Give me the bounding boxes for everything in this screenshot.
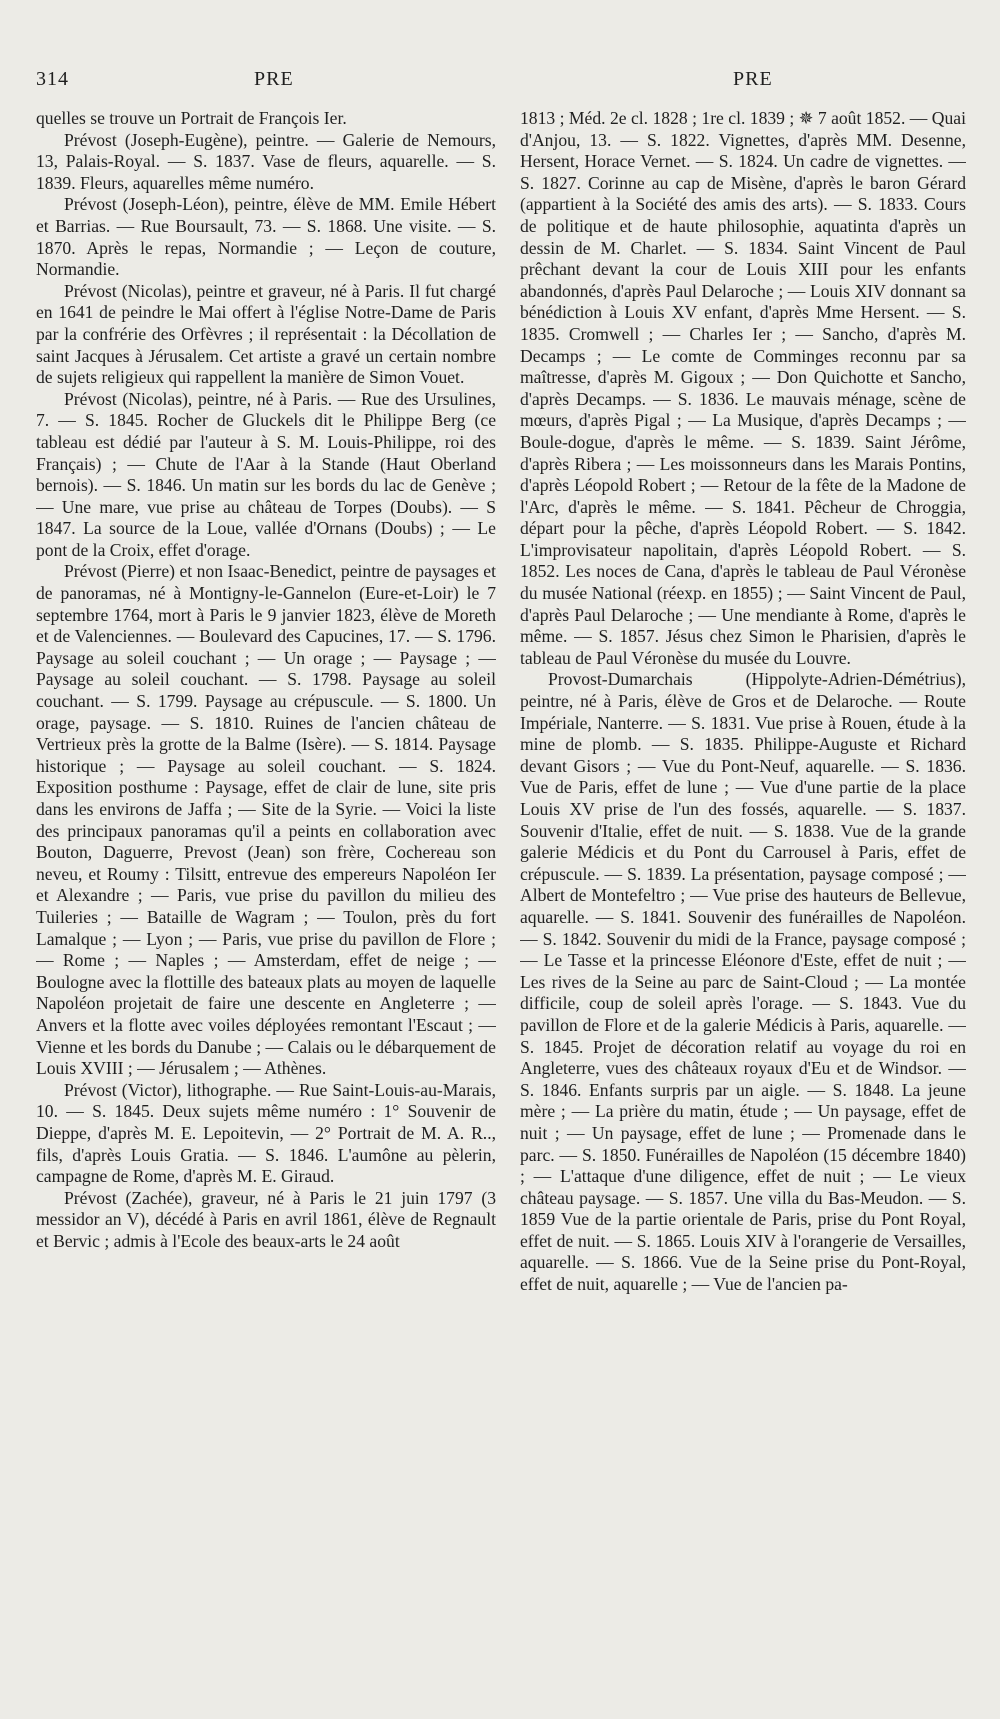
entry-prevost-zachee: Prévost (Zachée), graveur, né à Paris le 21 juin 1797 (3 messidor an V), décédé à Paris en avril 1861, élève de Regnault et Bervic ; admis à l'Ecole des beaux-arts le 24 août [36,1187,496,1251]
right-column [520,108,966,1708]
entry-prevost-victor: Prévost (Victor), lithographe. — Rue Saint-Louis-au-Marais, 10. — S. 1845. Deux sujets même numéro : 1° Souvenir de Dieppe, d'après M. E. Lepoitevin, — 2° Portrait de M. A. R.., fils, d'après Louis Gratia. — S. 1846. L'aumône au pèlerin, campagne de Rome, d'après M. E. Giraud. [36,1079,496,1187]
page-header [36,68,964,100]
entry-provost-dumarchais: Provost-Dumarchais (Hippolyte-Adrien-Démétrius), peintre, né à Paris, élève de Gros et de Delaroche. — Route Impériale, Nanterre. — S. 1831. Vue prise à Rouen, étude à la mine de plomb. — S. 1835. Philippe-Auguste et Richard devant Gisors ; — Vue du Pont-Neuf, aquarelle. — S. 1836. Vue de Paris, effet de lune ; — Vue d'une partie de la place Louis XV prise de l'un des fossés, aquarelle. — S. 1837. Souvenir d'Italie, effet de nuit. — S. 1838. Vue de la grande galerie Médicis et du Pont du Carrousel à Paris, effet de crépuscule. — S. 1839. La présentation, paysage composé ; — Albert de Montefeltro ; — Vue prise des hauteurs de Bellevue, aquarelle. — S. 1841. Souvenir des funérailles de Napoléon. — S. 1842. Souvenir du midi de la France, paysage composé ; — Le Tasse et la princesse Eléonore d'Este, effet de nuit ; — Les rives de la Seine au parc de Saint-Cloud ; — La montée difficile, coup de soleil après l'orage. — S. 1843. Vue du pavillon de Flore et de la galerie Médicis à Paris, aquarelle. — S. 1845. Projet de décoration relatif au voyage du roi en Angleterre, vues des châteaux royaux d'Eu et de Windsor. — S. 1846. Enfants surpris par un aigle. — S. 1848. La jeune mère ; — La prière du matin, étude ; — Un paysage, effet de nuit ; — Un paysage, effet de lune ; — Promenade dans le parc. — S. 1850. Funérailles de Napoléon (15 décembre 1840) ; — L'attaque d'une diligence, effet de nuit ; — Le vieux château paysage. — S. 1857. Une villa du Bas-Meudon. — S. 1859 Vue de la partie orientale de Paris, prise du Pont Royal, effet de nuit. — S. 1865. Louis XIV à l'orangerie de Versailles, aquarelle. — S. 1866. Vue de la Seine prise du Pont-Royal, effet de nuit, aquarelle ; — Vue de l'ancien pa- [520,669,966,1295]
entry-prevost-joseph-eugene: Prévost (Joseph-Eugène), peintre. — Galerie de Nemours, 13, Palais-Royal. — S. 1837. Vase de fleurs, aquarelle. — S. 1839. Fleurs, aquarelles même numéro. [36,129,496,193]
entry-prevost-joseph-leon: Prévost (Joseph-Léon), peintre, élève de MM. Emile Hébert et Barrias. — Rue Boursault, 73. — S. 1868. Une visite. — S. 1870. Après le repas, Normandie ; — Leçon de couture, Normandie. [36,194,496,280]
entry-prevost-nicolas-graveur: Prévost (Nicolas), peintre et graveur, né à Paris. Il fut chargé en 1641 de peindre le Mai offert à l'église Notre-Dame de Paris par la confrérie des Orfèvres ; il représentait : la Décollation de saint Jacques à Jérusalem. Cet artiste a gravé un certain nombre de sujets religieux qui rappellent la manière de Simon Vouet. [36,280,496,388]
page-number: 314 [36,68,69,90]
running-head-left: PRE [254,68,294,90]
left-column [36,108,496,1708]
entry-prevost-nicolas-peintre: Prévost (Nicolas), peintre, né à Paris. — Rue des Ursulines, 7. — S. 1845. Rocher de Gluckels dit le Philippe Berg (ce tableau est dédié par l'auteur à S. M. Louis-Philippe, roi des Français) ; — Chute de l'Aar à la Stande (Haut Oberland bernois). — S. 1846. Un matin sur les bords du lac de Genève ; — Une mare, vue prise au château de Torpes (Doubs). — S 1847. La source de la Loue, vallée d'Ornans (Doubs) ; — Le pont de la Croix, effet d'orage. [36,388,496,560]
continued-entry: quelles se trouve un Portrait de François Ier. [36,108,347,128]
running-head-right: PRE [733,68,773,90]
continued-entry: 1813 ; Méd. 2e cl. 1828 ; 1re cl. 1839 ; ✵ 7 août 1852. — Quai d'Anjou, 13. — S. 1822. Vignettes, d'après MM. Desenne, Hersent, Horace Vernet. — S. 1824. Un cadre de vignettes. — S. 1827. Corinne au cap de Misène, d'après le baron Gérard (appartient à la Société des amis des arts). — S. 1833. Cours de politique et de haute philosophie, aquatinta d'après un dessin de M. Charlet. — S. 1834. Saint Vincent de Paul prêchant devant la cour de Louis XIII pour les enfants abandonnés, d'après Paul Delaroche ; — Louis XIV donnant sa bénédiction à Louis XV enfant, d'après Mme Hersent. — S. 1835. Cromwell ; — Charles Ier ; — Sancho, d'après M. Decamps ; — Le comte de Comminges reconnu par sa maîtresse, d'après M. Gigoux ; — Don Quichotte et Sancho, d'après Decamps. — S. 1836. Le mauvais ménage, scène de mœurs, d'après Pigal ; — La Musique, d'après Decamps ; — Boule-dogue, d'après le même. — S. 1839. Saint Jérôme, d'après Ribera ; — Les moissonneurs dans les Marais Pontins, d'après Léopold Robert ; — Retour de la fête de la Madone de l'Arc, d'après le même. — S. 1841. Pêcheur de Chroggia, départ pour la pêche, d'après Léopold Robert. — S. 1842. L'improvisateur napolitain, d'après Léopold Robert. — S. 1852. Les noces de Cana, d'après le tableau de Paul Véronèse du musée National (réexp. en 1855) ; — Saint Vincent de Paul, d'après Paul Delaroche ; — Une mendiante à Rome, d'après le même. — S. 1857. Jésus chez Simon le Pharisien, d'après le tableau de Paul Véronèse du musée du Louvre. [520,108,966,668]
entry-prevost-pierre: Prévost (Pierre) et non Isaac-Benedict, peintre de paysages et de panoramas, né à Montigny-le-Gannelon (Eure-et-Loir) le 7 septembre 1764, mort à Paris le 9 janvier 1823, élève de Moreth et de Valenciennes. — Boulevard des Capucines, 17. — S. 1796. Paysage au soleil couchant ; — Un orage ; — Paysage ; — Paysage au soleil couchant. — S. 1798. Paysage au soleil couchant. — S. 1799. Paysage au crépuscule. — S. 1800. Un orage, paysage. — S. 1810. Ruines de l'ancien château de Vertrieux près la grotte de la Balme (Isère). — S. 1814. Paysage historique ; — Paysage au soleil couchant. — S. 1824. Exposition posthume : Paysage, effet de clair de lune, site pris dans les environs de Jaffa ; — Site de la Syrie. — Voici la liste des principaux panoramas qu'il a peints en collaboration avec Bouton, Daguerre, Prevost (Jean) son frère, Cochereau son neveu, et Roumy : Tilsitt, entrevue des empereurs Napoléon Ier et Alexandre ; — Paris, vue prise du pavillon du milieu des Tuileries ; — Bataille de Wagram ; — Toulon, près du fort Lamalque ; — Lyon ; — Paris, vue prise du pavillon de Flore ; — Rome ; — Naples ; — Amsterdam, effet de neige ; — Boulogne avec la flottille des bateaux plats au moyen de laquelle Napoléon projetait de faire une descente en Angleterre ; — Anvers et la flotte avec voiles déployées remontant l'Escaut ; — Vienne et les bords du Danube ; — Calais ou le débarquement de Louis XVIII ; — Jérusalem ; — Athènes. [36,561,496,1079]
